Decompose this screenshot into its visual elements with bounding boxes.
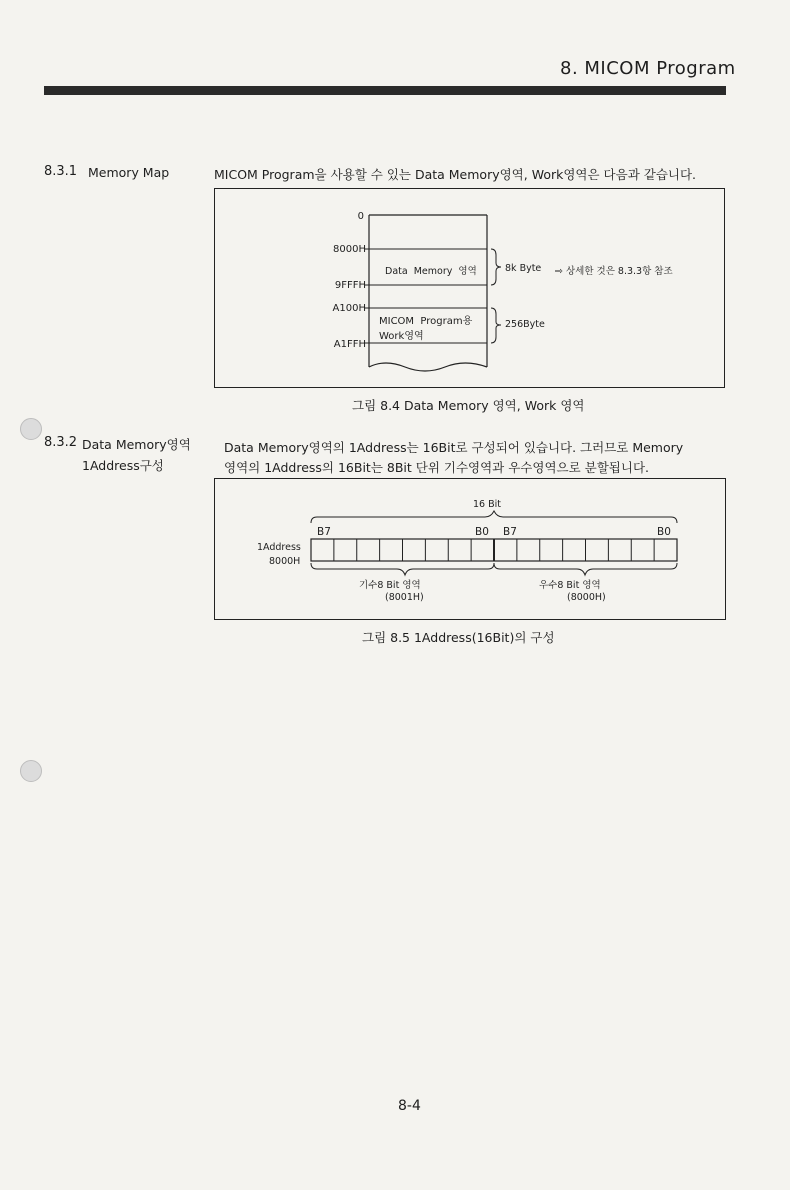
work-region-label-line2: Work영역 [379, 331, 424, 342]
addr-a1ffh: A1FFH [333, 339, 366, 350]
even-region-label: 우수8 Bit 영역 [539, 580, 601, 591]
addr-0: 0 [357, 211, 364, 222]
section-body-line2: 영역의 1Address의 16Bit는 8Bit 단위 기수영역과 우수영역으로 분할됩니다. [224, 460, 650, 475]
even-region-address: (8000H) [567, 592, 606, 603]
odd-region-label: 기수8 Bit 영역 [359, 580, 421, 591]
addr-a100h: A100H [332, 303, 366, 314]
figure-8-4-caption: 그림 8.4 Data Memory 영역, Work 영역 [352, 398, 585, 413]
header-rule [44, 86, 726, 95]
addr-8000h: 8000H [333, 244, 366, 255]
section-number: 8.3.2 [44, 435, 78, 450]
addr-9fffh: 9FFFH [334, 280, 366, 291]
bit-b0-right: B0 [657, 526, 671, 538]
page-number: 8-4 [398, 1098, 421, 1114]
figure-address-structure [214, 478, 726, 620]
bit-b7-left: B7 [317, 526, 331, 538]
punch-hole-bottom [20, 760, 42, 782]
work-region-label-line1: MICOM Program용 [379, 316, 473, 327]
section-title-line1: Data Memory영역 [82, 437, 191, 452]
address-label: 1Address [257, 542, 301, 553]
chapter-title: 8. MICOM Program [560, 58, 736, 79]
figure-8-5-caption: 그림 8.5 1Address(16Bit)의 구성 [362, 630, 555, 645]
bit-b0-middle: B0 [475, 526, 489, 538]
data-memory-region-label: Data Memory 영역 [385, 266, 477, 277]
figure-memory-map [214, 188, 725, 388]
section-number: 8.3.1 [44, 164, 78, 179]
section-title-line2: 1Address구성 [82, 458, 164, 473]
memory-map-diagram [215, 189, 724, 387]
sixteen-bit-label: 16 Bit [473, 499, 501, 510]
section-body-line1: Data Memory영역의 1Address는 16Bit로 구성되어 있습니다. 그러므로 Memory [224, 440, 684, 455]
section-title: Memory Map [88, 165, 170, 180]
size-8k-byte: 8k Byte [505, 263, 542, 274]
odd-region-address: (8001H) [385, 592, 424, 603]
punch-hole-top [20, 418, 42, 440]
bit-b7-middle: B7 [503, 526, 517, 538]
detail-reference-note: ⇨ 상세한 것은 8.3.3항 참조 [555, 266, 673, 277]
address-value: 8000H [269, 556, 301, 567]
size-256-byte: 256Byte [505, 319, 545, 330]
section-body: MICOM Program을 사용할 수 있는 Data Memory영역, Work영역은 다음과 같습니다. [214, 167, 697, 182]
